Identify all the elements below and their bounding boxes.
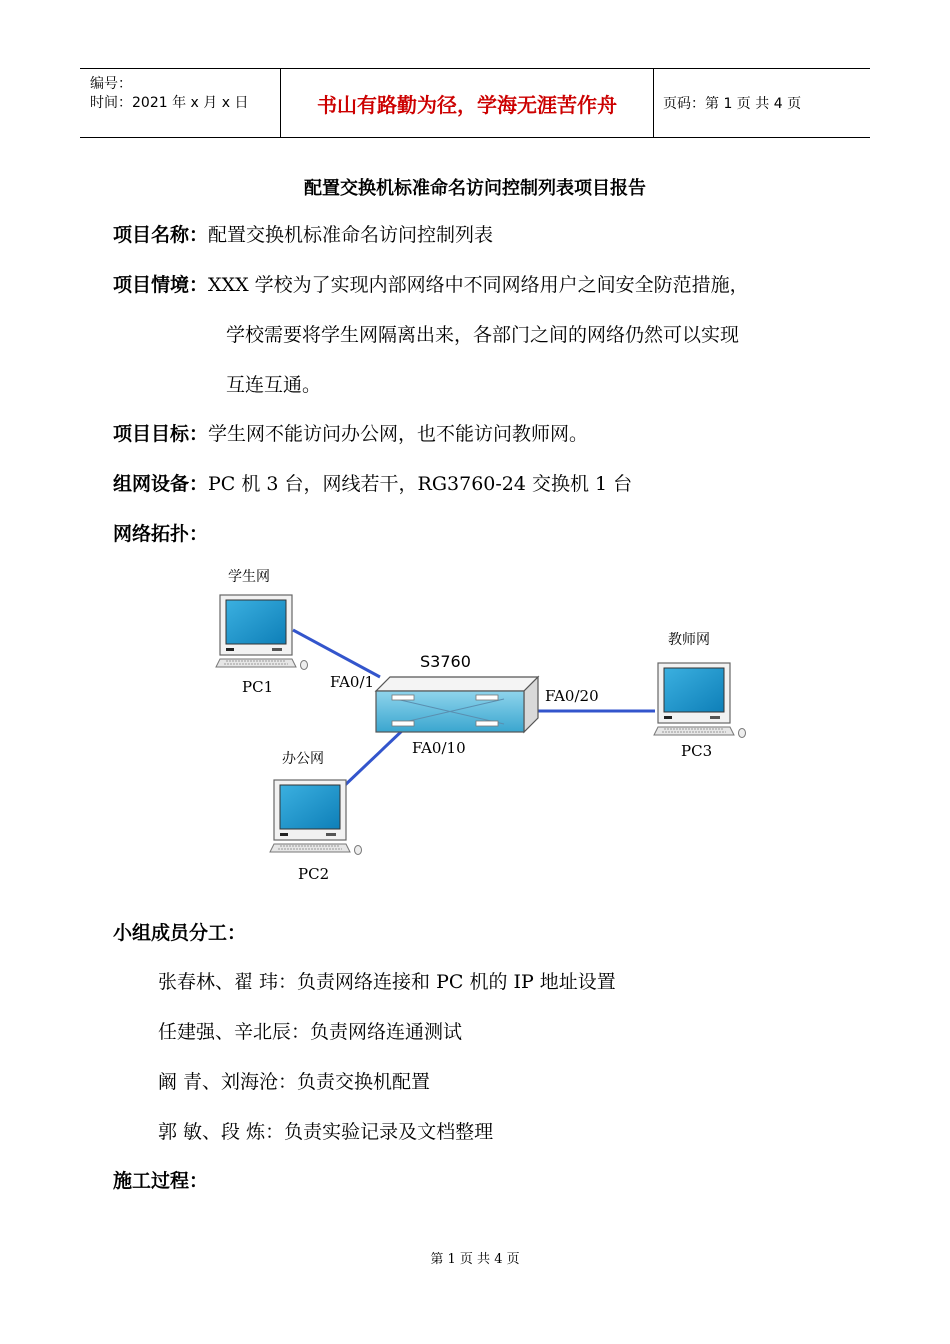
project-situation-row <box>113 272 749 298</box>
project-goal-label: 项目目标： <box>113 423 209 445</box>
pc3-computer-icon <box>654 663 746 738</box>
project-name-row <box>113 222 493 248</box>
switch-name-label: S3760 <box>420 652 471 671</box>
pc2-port-label: FA0/10 <box>412 739 466 757</box>
pc3-name-label: PC3 <box>681 742 713 760</box>
switch-s3760 <box>376 677 538 732</box>
pc2-computer-icon <box>270 780 362 855</box>
project-situation-label: 项目情境： <box>113 274 209 296</box>
equipment-row <box>113 471 632 497</box>
project-name-label: 项目名称： <box>113 224 209 246</box>
pc3-group-label: 教师网 <box>668 632 710 648</box>
team-label: 小组成员分工： <box>113 922 247 944</box>
header-page-label: 页码：第 1 页 共 4 页 <box>663 96 802 112</box>
pc1-name-label: PC1 <box>242 678 274 696</box>
project-situation-line-2: 学校需要将学生网隔离出来，各部门之间的网络仍然可以实现 <box>226 324 740 346</box>
team-member-3: 阚 青、刘海沧：负责交换机配置 <box>158 1071 431 1093</box>
document-title: 配置交换机标准命名访问控制列表项目报告 <box>304 178 646 199</box>
pc2-name-label: PC2 <box>298 865 330 883</box>
team-member-1: 张春林、翟 玮：负责网络连接和 PC 机的 IP 地址设置 <box>158 971 616 993</box>
team-row <box>113 920 246 946</box>
pc1-port-label: FA0/1 <box>330 673 375 691</box>
project-goal-row <box>113 421 588 447</box>
time-label: 时间：2021 年 x 月 x 日 <box>90 95 249 111</box>
team-member-4: 郭 敏、段 炼：负责实验记录及文档整理 <box>158 1121 494 1143</box>
project-goal-value: 学生网不能访问办公网，也不能访问教师网。 <box>208 423 589 445</box>
page-footer: 第 1 页 共 4 页 <box>430 1252 520 1267</box>
project-name-value: 配置交换机标准命名访问控制列表 <box>208 224 494 246</box>
link-pc2-switch <box>343 728 405 787</box>
process-row <box>113 1168 208 1194</box>
team-member-2: 任建强、辛北辰：负责网络连通测试 <box>158 1021 463 1043</box>
project-situation-line-1: XXX 学校为了实现内部网络中不同网络用户之间安全防范措施， <box>208 274 749 296</box>
process-label: 施工过程： <box>113 1170 209 1192</box>
topology-label: 网络拓扑： <box>113 523 209 545</box>
pc3-port-label: FA0/20 <box>545 687 599 705</box>
network-topology-diagram <box>0 555 950 895</box>
project-situation-line-3: 互连互通。 <box>226 374 322 396</box>
equipment-label: 组网设备： <box>113 473 209 495</box>
link-pc1-switch <box>293 630 380 677</box>
header-meta <box>80 69 280 137</box>
header-motto: 书山有路勤为径，学海无涯苦作舟 <box>280 69 654 137</box>
number-label: 编号： <box>90 76 132 92</box>
topology-row <box>113 521 208 547</box>
page-header <box>80 68 870 138</box>
pc2-group-label: 办公网 <box>282 751 324 767</box>
equipment-value: PC 机 3 台，网线若干，RG3760-24 交换机 1 台 <box>208 473 633 495</box>
pc1-computer-icon <box>216 595 308 670</box>
pc1-group-label: 学生网 <box>228 569 270 585</box>
